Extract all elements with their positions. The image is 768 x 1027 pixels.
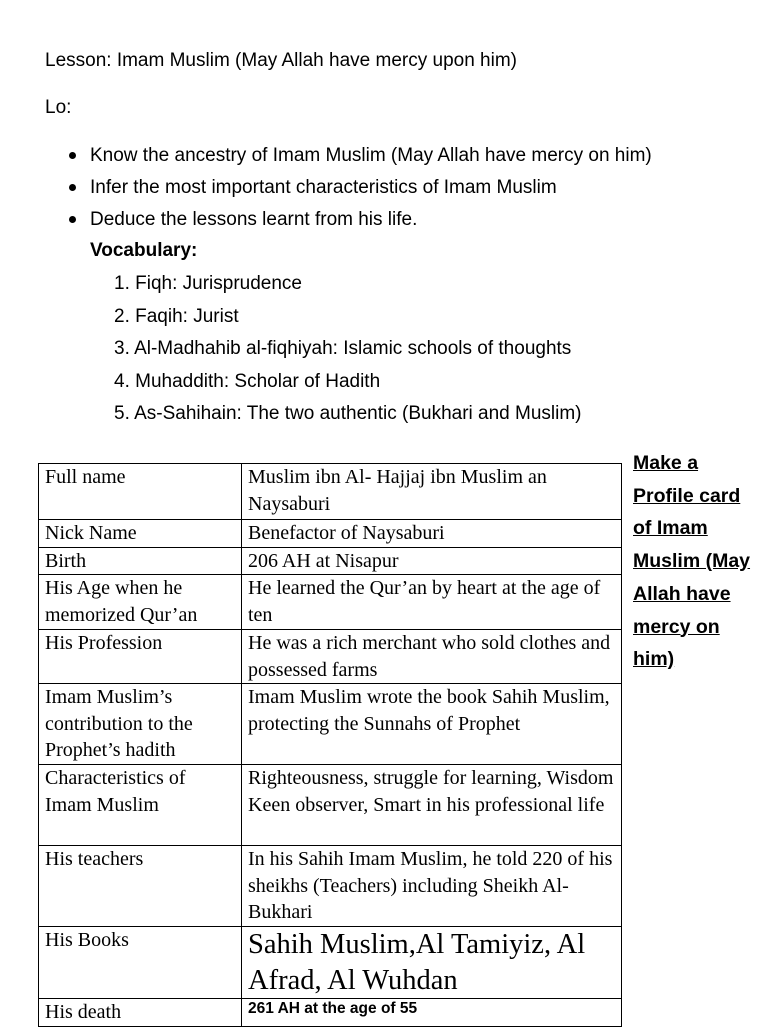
row-label: His death (39, 999, 242, 1027)
vocabulary-item: 1. Fiqh: Jurisprudence (114, 273, 302, 294)
vocabulary-item: 4. Muhaddith: Scholar of Hadith (114, 370, 381, 392)
table-row (39, 630, 622, 684)
objective-item: Deduce the lessons learnt from his life. (90, 204, 652, 236)
row-label: His teachers (39, 846, 242, 927)
profile-table (38, 463, 622, 1027)
row-value: Benefactor of Naysaburi (242, 520, 622, 548)
vocabulary-item: 2. Faqih: Jurist (114, 305, 239, 327)
vocabulary-item: 3. Al-Madhahib al-fiqhiyah: Islamic schools of thoughts (114, 338, 572, 359)
row-label: His Books (39, 927, 242, 999)
row-value: Sahih Muslim,Al Tamiyiz, Al Afrad, Al Wuhdan (242, 927, 622, 999)
lo-label: Lo: (45, 97, 72, 118)
vocabulary-title: Vocabulary: (90, 240, 198, 261)
objective-item: Infer the most important characteristics of Imam Muslim (90, 172, 652, 204)
row-value: He was a rich merchant who sold clothes and possessed farms (242, 630, 622, 684)
row-value: Righteousness, struggle for learning, Wisdom Keen observer, Smart in his professional life (242, 765, 622, 846)
row-label: Imam Muslim’s contribution to the Prophet’s hadith (39, 684, 242, 765)
lesson-title: Lesson: Imam Muslim (May Allah have mercy upon him) (45, 50, 517, 71)
table-row (39, 575, 622, 630)
row-label: His Profession (39, 630, 242, 684)
table-row (39, 684, 622, 765)
row-label: Characteristics of Imam Muslim (39, 765, 242, 846)
row-label: Birth (39, 547, 242, 575)
row-label: Full name (39, 464, 242, 520)
vocabulary-list (114, 268, 582, 431)
profile-card-instruction: Make a Profile card of Imam Muslim (May Allah have mercy on him) (633, 452, 751, 671)
table-row (39, 547, 622, 575)
table-row (39, 765, 622, 846)
table-row (39, 999, 622, 1027)
table-row (39, 464, 622, 520)
objective-item: Know the ancestry of Imam Muslim (May Allah have mercy on him) (90, 140, 652, 172)
objectives-list (90, 140, 652, 236)
table-row (39, 846, 622, 927)
table-row (39, 927, 622, 999)
row-label: Nick Name (39, 520, 242, 548)
row-value: 206 AH at Nisapur (242, 547, 622, 575)
row-label: His Age when he memorized Qur’an (39, 575, 242, 630)
table-row (39, 520, 622, 548)
row-value: In his Sahih Imam Muslim, he told 220 of his sheikhs (Teachers) including Sheikh Al- Bukhari (242, 846, 622, 927)
vocabulary-item: 5. As-Sahihain: The two authentic (Bukhari and Muslim) (114, 403, 582, 424)
row-value: He learned the Qur’an by heart at the age of ten (242, 575, 622, 630)
row-value: Imam Muslim wrote the book Sahih Muslim, protecting the Sunnahs of Prophet (242, 684, 622, 765)
row-value: Muslim ibn Al- Hajjaj ibn Muslim an Naysaburi (242, 464, 622, 520)
row-value: 261 AH at the age of 55 (242, 999, 622, 1027)
